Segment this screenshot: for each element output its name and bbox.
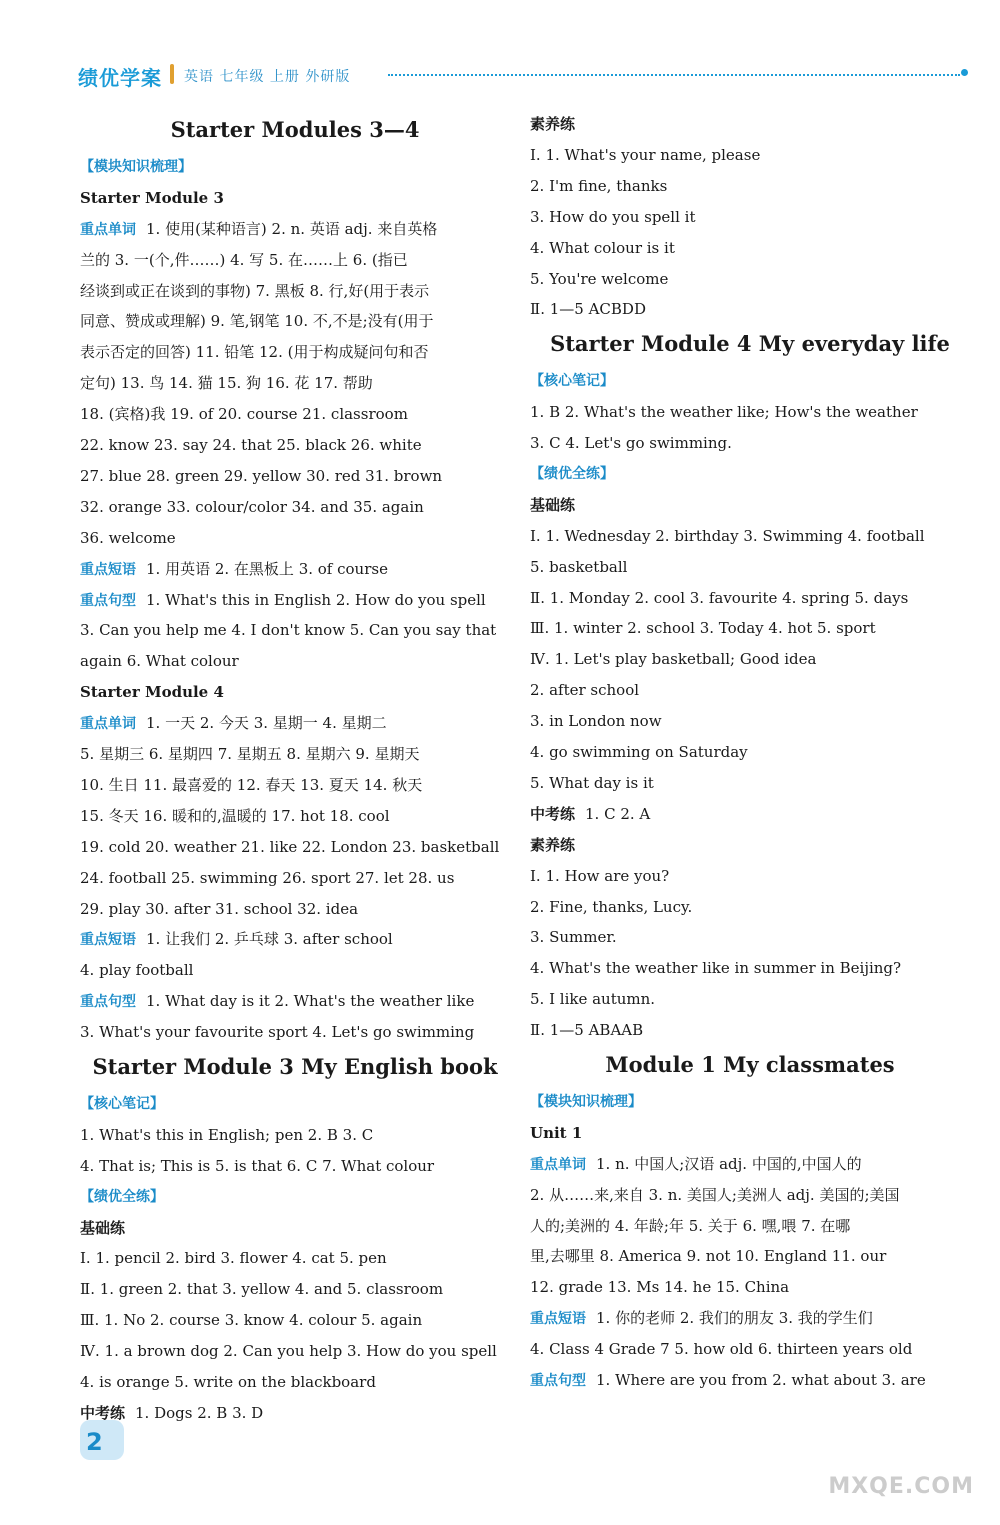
answer-line <box>530 648 816 670</box>
answer-line <box>530 268 668 290</box>
line-text: 5. 星期三 6. 星期四 7. 星期五 8. 星期六 9. 星期天 <box>80 745 420 763</box>
line-text: 27. blue 28. green 29. yellow 30. red 31. brown <box>80 466 443 485</box>
answer-line <box>80 310 434 332</box>
answer-line <box>530 679 639 701</box>
header-dotted-rule <box>388 74 960 76</box>
section-title <box>530 329 970 359</box>
answer-line <box>80 928 393 951</box>
line-text: Ⅱ. 1—5 ACBDD <box>530 300 646 319</box>
line-text: 1. Where are you from 2. what about 3. are <box>596 1371 926 1389</box>
line-text: 1. What day is it 2. What's the weather like <box>146 992 475 1011</box>
page-number: 2 <box>86 1428 103 1456</box>
line-text: 1. What's this in English 2. How do you spell <box>146 590 486 609</box>
line-tag: 重点单词 <box>80 221 136 238</box>
answer-line <box>80 774 422 796</box>
header-dot-icon <box>961 69 968 76</box>
answer-line <box>80 496 424 518</box>
subsection-heading <box>530 834 575 856</box>
section-heading <box>530 463 614 485</box>
line-text: 5. What day is it <box>530 773 654 792</box>
line-text: 【模块知识梳理】 <box>80 158 192 175</box>
answer-line <box>80 1371 376 1393</box>
line-text: Ⅰ. 1. pencil 2. bird 3. flower 4. cat 5. pen <box>80 1249 387 1268</box>
section-title <box>80 115 510 145</box>
answer-line <box>530 772 654 794</box>
line-text: 32. orange 33. colour/color 34. and 35. again <box>80 497 424 516</box>
line-text: Ⅰ. 1. What's your name, please <box>530 145 761 164</box>
line-text: 人的;美洲的 4. 年龄;年 5. 关于 6. 嘿,喂 7. 在哪 <box>530 1216 851 1235</box>
answer-line <box>80 218 437 241</box>
line-text: 2. 从……来,来自 3. n. 美国人;美洲人 adj. 美国的;美国 <box>530 1185 900 1204</box>
answer-line <box>80 558 388 581</box>
line-text: Unit 1 <box>530 1123 583 1142</box>
line-text: 5. basketball <box>530 557 628 576</box>
line-text: 1. 一天 2. 今天 3. 星期一 4. 星期二 <box>146 714 387 733</box>
line-text: 24. football 25. swimming 26. sport 27. let 28. us <box>80 868 455 887</box>
answer-line <box>80 589 486 612</box>
brand-divider <box>170 64 174 84</box>
answer-line <box>80 712 387 735</box>
line-text: Starter Module 4 <box>80 683 224 702</box>
answer-line <box>530 587 908 609</box>
line-tag: 重点短语 <box>530 1311 586 1328</box>
answer-line <box>80 959 193 981</box>
line-text: 1. Dogs 2. B 3. D <box>135 1403 264 1422</box>
subsection-heading <box>80 187 224 209</box>
answer-line <box>530 401 918 423</box>
answer-line <box>80 280 429 302</box>
line-tag: 中考练 <box>80 1403 126 1422</box>
line-text: 22. know 23. say 24. that 25. black 26. white <box>80 436 422 454</box>
line-text: 定句) 13. 鸟 14. 猫 15. 狗 16. 花 17. 帮助 <box>80 374 373 393</box>
answer-line <box>80 1155 434 1177</box>
answer-line <box>530 1184 900 1206</box>
line-tag: 重点句型 <box>80 592 136 609</box>
line-text: 4. is orange 5. write on the blackboard <box>80 1373 376 1391</box>
subsection-heading <box>80 681 224 703</box>
answer-line <box>80 1247 387 1269</box>
answer-line <box>80 249 408 271</box>
line-text: Ⅱ. 1. green 2. that 3. yellow 4. and 5. classroom <box>80 1280 444 1299</box>
answer-line <box>530 298 646 320</box>
line-text: 4. What colour is it <box>530 238 675 257</box>
answer-line <box>80 1124 373 1146</box>
line-text: 1. 你的老师 2. 我们的朋友 3. 我的学生们 <box>596 1309 873 1328</box>
subsection-heading <box>80 1217 125 1239</box>
line-text: Starter Module 3 <box>80 188 224 207</box>
answer-line <box>80 650 239 672</box>
answer-line <box>80 341 429 363</box>
answer-line <box>530 926 617 948</box>
section-title <box>80 1052 510 1082</box>
line-text: 18. (宾格)我 19. of 20. course 21. classroom <box>80 405 408 424</box>
answer-line <box>80 527 176 549</box>
answer-line <box>530 1338 912 1360</box>
line-text: Ⅱ. 1. Monday 2. cool 3. favourite 4. spring 5. days <box>530 588 909 607</box>
answer-line <box>80 990 474 1013</box>
line-text: 1. B 2. What's the weather like; How's the weather <box>530 403 918 422</box>
line-text: 36. welcome <box>80 528 176 547</box>
line-text: Ⅲ. 1. No 2. course 3. know 4. colour 5. again <box>80 1311 423 1330</box>
answer-line <box>530 988 655 1010</box>
line-text: 5. You're welcome <box>530 269 669 288</box>
answer-line <box>530 556 627 578</box>
line-text: 19. cold 20. weather 21. like 22. London 23. basketball <box>80 837 500 856</box>
line-tag: 中考练 <box>530 804 576 823</box>
answer-line <box>530 896 692 918</box>
answer-line <box>80 1021 474 1043</box>
line-text: 同意、赞成或理解) 9. 笔,钢笔 10. 不,不是;没有(用于 <box>80 312 434 331</box>
answer-line <box>530 175 667 197</box>
line-text: 1. C 2. A <box>585 804 651 823</box>
answer-line <box>530 432 732 454</box>
line-tag: 重点单词 <box>530 1156 586 1173</box>
line-text: Ⅰ. 1. How are you? <box>530 866 670 885</box>
line-text: 3. Can you help me 4. I don't know 5. Can you say that <box>80 621 497 640</box>
line-tag: 重点句型 <box>530 1373 586 1389</box>
line-text: 基础练 <box>530 495 576 514</box>
subsection-heading <box>530 113 575 135</box>
line-text: 兰的 3. 一(个,件……) 4. 写 5. 在……上 6. (指已 <box>80 250 408 269</box>
answer-line <box>530 710 662 732</box>
answer-line <box>530 1276 789 1298</box>
book-meta: 英语 七年级 上册 外研版 <box>184 69 351 85</box>
line-text: 2. Fine, thanks, Lucy. <box>530 897 693 916</box>
answer-line <box>530 957 901 979</box>
line-text: 经谈到或正在谈到的事物) 7. 黑板 8. 行,好(用于表示 <box>80 281 430 300</box>
line-text: Ⅱ. 1—5 ABAAB <box>530 1021 644 1040</box>
line-text: Starter Module 3 My English book <box>92 1054 498 1079</box>
line-text: Starter Module 4 My everyday life <box>550 331 950 357</box>
answer-line <box>80 1402 263 1424</box>
subsection-heading <box>530 1122 582 1144</box>
section-title <box>530 1050 970 1080</box>
line-text: 3. C 4. Let's go swimming. <box>530 434 732 452</box>
line-text: 基础练 <box>80 1218 126 1237</box>
line-text: 【绩优全练】 <box>530 465 614 482</box>
answer-line <box>80 898 358 920</box>
line-text: 29. play 30. after 31. school 32. idea <box>80 899 359 918</box>
line-text: Starter Modules 3—4 <box>170 117 420 142</box>
subsection-heading <box>530 494 575 516</box>
section-heading <box>80 156 192 178</box>
line-text: 2. I'm fine, thanks <box>530 176 668 195</box>
line-text: Ⅲ. 1. winter 2. school 3. Today 4. hot 5. sport <box>530 619 876 638</box>
line-text: 4. What's the weather like in summer in Beijing? <box>530 959 902 978</box>
answer-line <box>530 1019 643 1041</box>
line-text: Ⅳ. 1. a brown dog 2. Can you help 3. How do you spell <box>80 1342 497 1361</box>
line-text: 1. What's this in English; pen 2. B 3. C <box>80 1125 374 1144</box>
section-heading <box>530 370 614 392</box>
answer-line <box>80 1340 497 1362</box>
line-text: 表示否定的回答) 11. 铅笔 12. (用于构成疑问句和否 <box>80 343 429 362</box>
line-text: 1. n. 中国人;汉语 adj. 中国的,中国人的 <box>596 1154 862 1173</box>
answer-line <box>530 1307 873 1330</box>
line-text: 4. Class 4 Grade 7 5. how old 6. thirteen years old <box>530 1340 913 1359</box>
line-text: 素养练 <box>530 835 576 854</box>
answer-line <box>530 206 696 228</box>
line-text: Ⅰ. 1. Wednesday 2. birthday 3. Swimming 4. football <box>530 526 925 545</box>
answer-line <box>80 465 442 487</box>
line-text: 【核心笔记】 <box>530 373 614 390</box>
line-text: 4. That is; This is 5. is that 6. C 7. What colour <box>80 1156 435 1175</box>
line-text: 2. after school <box>530 681 640 700</box>
answer-line <box>530 525 925 547</box>
line-text: 里,去哪里 8. America 9. not 10. England 11. our <box>530 1247 887 1266</box>
line-text: 3. in London now <box>530 712 662 731</box>
answer-line <box>530 865 669 887</box>
answer-line <box>530 803 650 825</box>
line-text: 5. I like autumn. <box>530 990 656 1009</box>
answer-line <box>80 1309 422 1331</box>
line-tag: 重点单词 <box>80 716 136 733</box>
line-text: 【模块知识梳理】 <box>530 1093 642 1110</box>
answer-line <box>80 867 454 889</box>
answer-line <box>80 434 422 456</box>
line-text: 【核心笔记】 <box>80 1095 164 1112</box>
line-text: 4. go swimming on Saturday <box>530 743 748 761</box>
answer-line <box>80 619 496 641</box>
watermark: MXQE.COM <box>828 1474 974 1499</box>
brand-title: 绩优学案 <box>78 66 162 90</box>
line-text: 10. 生日 11. 最喜爱的 12. 春天 13. 夏天 14. 秋天 <box>80 775 423 794</box>
line-tag: 重点短语 <box>80 561 136 578</box>
answer-line <box>530 741 748 763</box>
answer-line <box>530 144 760 166</box>
page-header <box>78 62 968 88</box>
answer-line <box>80 1278 443 1300</box>
line-text: 3. What's your favourite sport 4. Let's go swimming <box>80 1023 475 1042</box>
section-heading <box>80 1186 164 1208</box>
answer-line <box>530 1369 926 1392</box>
section-heading <box>530 1091 642 1113</box>
answer-line <box>80 743 419 765</box>
line-text: 3. How do you spell it <box>530 207 696 226</box>
answer-line <box>530 617 876 639</box>
answer-line <box>530 237 675 259</box>
answer-line <box>80 836 499 858</box>
line-text: Ⅳ. 1. Let's play basketball; Good idea <box>530 650 817 669</box>
line-text: 【绩优全练】 <box>80 1188 164 1205</box>
line-text: 1. 用英语 2. 在黑板上 3. of course <box>146 559 388 578</box>
answer-line <box>530 1153 862 1176</box>
answer-line <box>80 805 390 827</box>
answer-line <box>530 1245 886 1267</box>
line-tag: 重点句型 <box>80 994 136 1011</box>
line-text: 素养练 <box>530 115 576 133</box>
answer-line <box>80 372 373 394</box>
line-text: 12. grade 13. Ms 14. he 15. China <box>530 1278 790 1297</box>
line-text: 4. play football <box>80 961 194 980</box>
section-heading <box>80 1093 164 1115</box>
line-text: 1. 使用(某种语言) 2. n. 英语 adj. 来自英格 <box>146 219 438 238</box>
answer-line <box>80 403 408 425</box>
answer-line <box>530 1215 850 1237</box>
line-text: 3. Summer. <box>530 928 617 947</box>
line-text: again 6. What colour <box>80 652 239 671</box>
line-text: 1. 让我们 2. 乒乓球 3. after school <box>146 930 393 949</box>
line-tag: 重点短语 <box>80 932 136 949</box>
line-text: Module 1 My classmates <box>605 1052 895 1077</box>
line-text: 15. 冬天 16. 暖和的,温暖的 17. hot 18. cool <box>80 806 390 825</box>
